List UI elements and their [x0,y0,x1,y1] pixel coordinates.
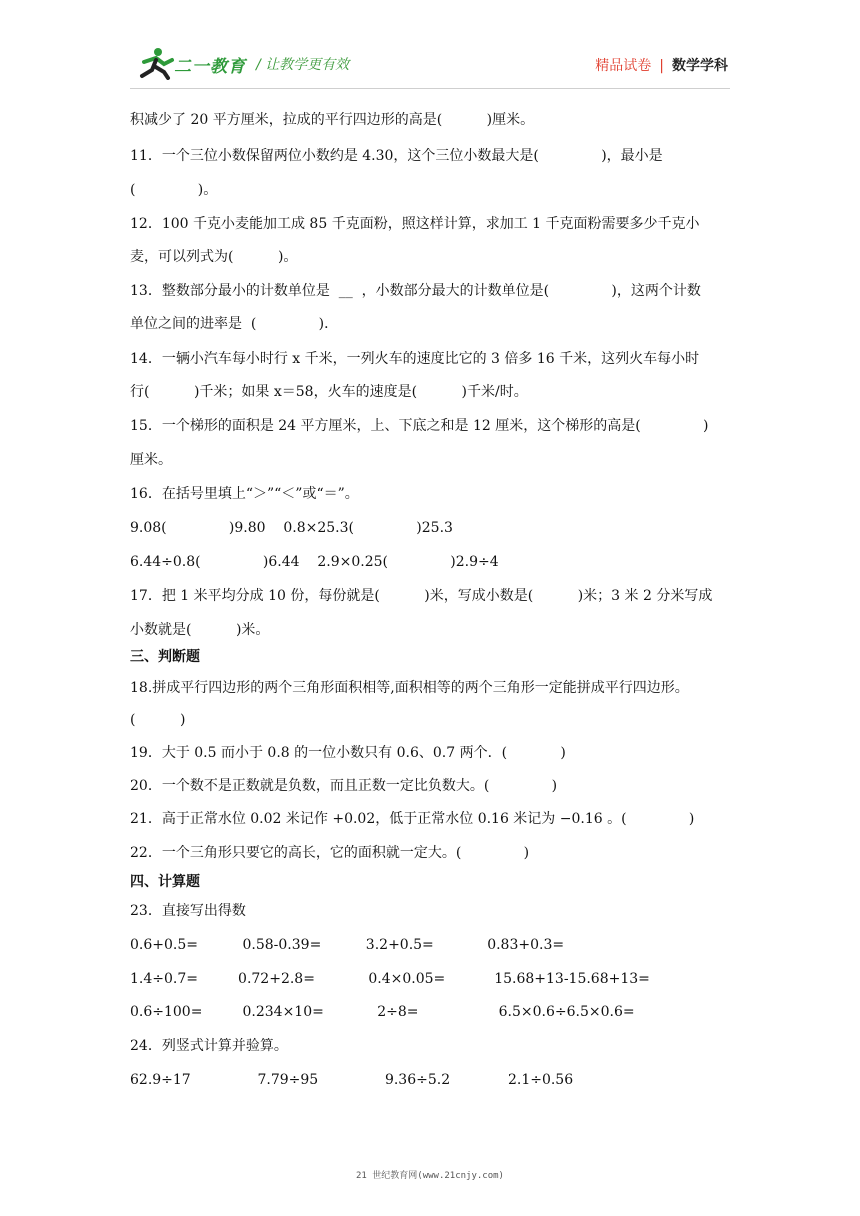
header-right [595,55,728,75]
section-heading-judgement: 三、判断题 [130,649,200,665]
question-21: 21．高于正常水位 0.02 米记作 +0.02，低于正常水位 0.16 米记为 −0.16 。( ) [130,811,695,827]
page-footer: 21 世纪教育网(www.21cnjy.com) [356,1171,504,1181]
text-line: ( )。 [130,182,218,198]
calc-row: 0.6÷100= 0.234×10= 2÷8= 6.5×0.6÷6.5×0.6= [130,1004,635,1020]
text-line: 行( )千米；如果 x＝58，火车的速度是( )千米/时。 [130,384,528,400]
question-18: 18.拼成平行四边形的两个三角形面积相等,面积相等的两个三角形一定能拼成平行四边形。 [130,680,689,696]
question-20: 20．一个数不是正数就是负数，而且正数一定比负数大。( ) [130,778,558,794]
question-14: 14．一辆小汽车每小时行 x 千米，一列火车的速度比它的 3 倍多 16 千米，这列火车每小时 [130,351,700,367]
text-line: 单位之间的进率是 ( )． [130,316,339,332]
text-line: 积减少了 20 平方厘米，拉成的平行四边形的高是( )厘米。 [130,112,535,128]
paper-type-label: 精品试卷 [595,58,652,74]
section-heading-calculation: 四、计算题 [130,874,200,890]
text-line: 麦，可以列式为( )。 [130,249,298,265]
text-line: 小数就是( )米。 [130,622,270,638]
question-13: 13．整数部分最小的计数单位是 __ ，小数部分最大的计数单位是( )，这两个计数 [130,283,701,299]
calc-row: 62.9÷17 7.79÷95 9.36÷5.2 2.1÷0.56 [130,1072,574,1088]
slogan: / 让教学更有效 [256,57,350,73]
question-16: 16．在括号里填上“＞”“＜”或“＝”。 [130,486,359,502]
question-17: 17．把 1 米平均分成 10 份，每份就是( )米，写成小数是( )米；3 米 2 分米写成 [130,588,713,604]
question-24: 24．列竖式计算并验算。 [130,1038,288,1054]
page-header [0,0,860,90]
question-12: 12．100 千克小麦能加工成 85 千克面粉，照这样计算，求加工 1 千克面粉需要多少千克小 [130,216,700,232]
subject-label: 数学学科 [672,58,728,74]
question-19: 19．大于 0.5 而小于 0.8 的一位小数只有 0.6、0.7 两个．( ) [130,745,566,761]
text-line: 9.08( )9.80 0.8×25.3( )25.3 [130,520,453,536]
question-15: 15．一个梯形的面积是 24 平方厘米，上、下底之和是 12 厘米，这个梯形的高是( ) [130,418,709,434]
text-line: 6.44÷0.8( )6.44 2.9×0.25( )2.9÷4 [130,554,499,570]
runner-logo-icon [136,46,176,80]
question-23: 23．直接写出得数 [130,903,246,919]
calc-row: 1.4÷0.7= 0.72+2.8= 0.4×0.05= 15.68+13-15.68+13= [130,971,650,987]
question-22: 22．一个三角形只要它的高长，它的面积就一定大。( ) [130,845,530,861]
text-line: ( ) [130,712,186,728]
calc-row: 0.6+0.5= 0.58-0.39= 3.2+0.5= 0.83+0.3= [130,937,565,953]
logo-text: 二一教育 [174,57,246,77]
header-separator: | [659,58,664,74]
header-divider [130,88,730,89]
question-11: 11．一个三位小数保留两位小数约是 4.30，这个三位小数最大是( )，最小是 [130,148,663,164]
text-line: 厘米。 [130,452,172,468]
site-logo [136,46,248,80]
